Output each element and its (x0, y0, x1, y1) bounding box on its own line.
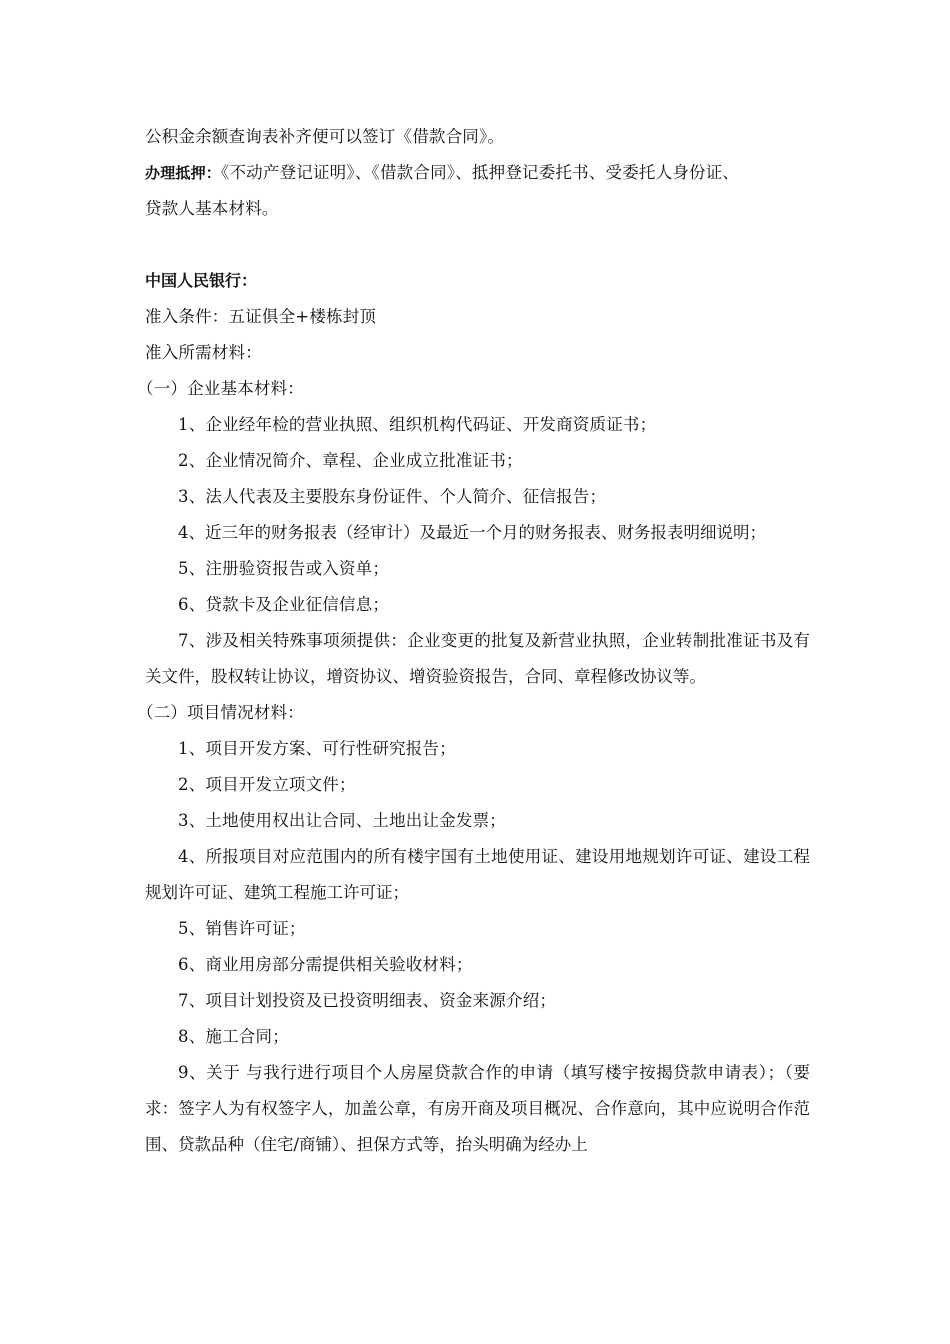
list-item: 4、所报项目对应范围内的所有楼宇国有土地使用证、建设用地规划许可证、建设工程规划许可证、建筑工程施工许可证； (145, 847, 810, 902)
mortgage-text: 《不动产登记证明》、《借款合同》、抵押登记委托书、受委托人身份证、 (221, 163, 740, 182)
list-item: 9、关于 与我行进行项目个人房屋贷款合作的申请（填写楼宇按揭贷款申请表）；（要求：签字人为有权签字人，加盖公章，有房开商及项目概况、合作意向，其中应说明合作范围、贷款品种（住宅/商铺）、担保方式等，抬头明确为经办上 (145, 1063, 810, 1154)
list-item: 5、注册验资报告或入资单； (178, 559, 390, 578)
list-item: 2、项目开发立项文件； (178, 775, 356, 794)
intro-line: 公积金余额查询表补齐便可以签订《借款合同》。 (145, 127, 505, 146)
list-item: 8、施工合同； (178, 1027, 289, 1046)
list-item: 3、土地使用权出让合同、土地出让金发票； (178, 811, 506, 830)
spacer (145, 227, 810, 263)
part2-title: （二）项目情况材料： (137, 703, 304, 722)
part1-title: （一）企业基本材料： (137, 379, 304, 398)
document-page (137, 119, 810, 1163)
list-item: 2、企业情况简介、章程、企业成立批准证书； (178, 451, 523, 470)
list-item: 4、近三年的财务报表（经审计）及最近一个月的财务报表、财务报表明细说明； (178, 523, 766, 542)
list-item: 5、销售许可证； (178, 919, 306, 938)
mortgage-continuation: 贷款人基本材料。 (145, 199, 279, 218)
mortgage-paragraph (145, 155, 810, 191)
list-item: 3、法人代表及主要股东身份证件、个人简介、征信报告； (178, 487, 607, 506)
mortgage-label: 办理抵押： (145, 164, 222, 182)
list-item: 6、贷款卡及企业征信信息； (178, 595, 390, 614)
list-item: 1、企业经年检的营业执照、组织机构代码证、开发商资质证书； (178, 415, 657, 434)
admission-conditions: 准入条件：五证俱全+楼栋封顶 (145, 307, 377, 326)
list-item: 7、涉及相关特殊事项须提供：企业变更的批复及新营业执照，企业转制批准证书及有关文件，股权转让协议，增资协议、增资验资报告，合同、章程修改协议等。 (145, 631, 810, 686)
section-heading: 中国人民银行： (145, 271, 258, 290)
admission-materials: 准入所需材料： (145, 343, 262, 362)
list-item: 1、项目开发方案、可行性研究报告； (178, 739, 456, 758)
list-item: 7、项目计划投资及已投资明细表、资金来源介绍； (178, 991, 557, 1010)
list-item: 6、商业用房部分需提供相关验收材料； (178, 955, 473, 974)
